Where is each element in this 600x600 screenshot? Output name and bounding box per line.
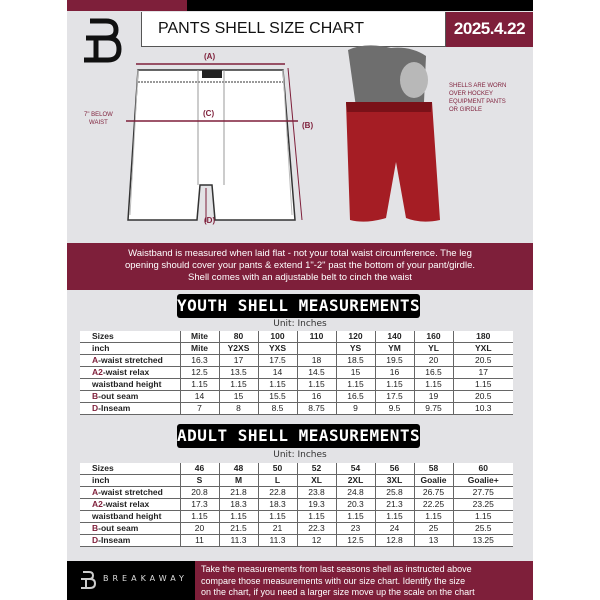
table-cell: 8.75 (297, 403, 336, 415)
footer-instructions (195, 561, 533, 600)
measure-letter: A2 (92, 367, 103, 377)
table-cell: 9.5 (375, 403, 414, 415)
table-row (80, 463, 513, 475)
table-cell: 8.5 (258, 403, 297, 415)
table-cell: Mite (180, 331, 219, 343)
table-cell: 14 (180, 391, 219, 403)
label-a: (A) (204, 52, 216, 61)
table-cell: 1.15 (219, 511, 258, 523)
table-cell: 16 (297, 391, 336, 403)
measure-name: waistband height (92, 379, 162, 389)
table-cell: 20.8 (180, 487, 219, 499)
top-bar (187, 0, 533, 11)
table-cell: 160 (414, 331, 453, 343)
banner-line: opening should cover your pants & extend 1"-2" past the bottom of your pant/girdle. (124, 260, 475, 271)
row-label (80, 499, 180, 511)
table-row (80, 403, 513, 415)
table-cell: 16.5 (336, 391, 375, 403)
table-cell: 21 (258, 523, 297, 535)
table-cell: 20 (180, 523, 219, 535)
measure-name: -waist stretched (98, 487, 163, 497)
measure-letter: A (92, 355, 99, 365)
table-cell: 120 (336, 331, 375, 343)
measure-letter: A2 (92, 499, 103, 509)
measure-letter: A (92, 487, 99, 497)
table-cell: 1.15 (180, 379, 219, 391)
brand-logo (82, 18, 122, 63)
measure-name: inch (92, 475, 110, 485)
date-badge: 2025.4.22 (446, 12, 533, 47)
banner-line: Waistband is measured when laid flat - not your total waist circumference. The leg (128, 248, 472, 259)
table-cell: Goalie+ (453, 475, 513, 487)
row-label (80, 523, 180, 535)
table-row (80, 343, 513, 355)
table-cell: 18.3 (258, 499, 297, 511)
table-cell: 58 (414, 463, 453, 475)
measure-letter: D (92, 403, 99, 413)
table-cell: 12 (297, 535, 336, 547)
measure-letter: B (92, 523, 99, 533)
measure-name: -out seam (98, 391, 139, 401)
measure-name: -waist relax (102, 367, 150, 377)
measure-letter: D (92, 535, 99, 545)
row-label (80, 343, 180, 355)
table-cell: 1.15 (297, 379, 336, 391)
page-title: PANTS SHELL SIZE CHART (141, 12, 446, 47)
table-cell: 19.3 (297, 499, 336, 511)
table-cell: 13 (414, 535, 453, 547)
table-cell: 7 (180, 403, 219, 415)
table-cell: 48 (219, 463, 258, 475)
waistband-info-banner (67, 243, 533, 290)
table-cell: 18.5 (336, 355, 375, 367)
measure-name: -Inseam (98, 403, 131, 413)
row-label (80, 379, 180, 391)
table-cell: S (180, 475, 219, 487)
table-cell: 9.75 (414, 403, 453, 415)
table-cell: M (219, 475, 258, 487)
table-cell: 25 (414, 523, 453, 535)
table-cell: 1.15 (414, 379, 453, 391)
table-cell: 8 (219, 403, 258, 415)
table-cell: 21.5 (219, 523, 258, 535)
measure-name: waistband height (92, 511, 162, 521)
table-cell: Goalie (414, 475, 453, 487)
note-line: 7" BELOW (84, 112, 113, 118)
brand-name: BREAKAWAY (103, 574, 188, 583)
table-cell: 54 (336, 463, 375, 475)
table-cell: 21.8 (219, 487, 258, 499)
table-row (80, 379, 513, 391)
pants-diagram (120, 60, 310, 230)
measure-name: -waist relax (102, 499, 150, 509)
table-row (80, 391, 513, 403)
table-cell: 11 (180, 535, 219, 547)
table-cell: 12.5 (336, 535, 375, 547)
row-label (80, 391, 180, 403)
table-cell: 11.3 (219, 535, 258, 547)
table-cell: 180 (453, 331, 513, 343)
note-line: OVER HOCKEY (449, 91, 494, 97)
table-row (80, 487, 513, 499)
table-cell: 27.75 (453, 487, 513, 499)
table-row (80, 331, 513, 343)
table-cell: 16 (375, 367, 414, 379)
table-cell: 15 (336, 367, 375, 379)
table-cell: 20.3 (336, 499, 375, 511)
row-label (80, 355, 180, 367)
table-cell: 17 (453, 367, 513, 379)
table-cell: 11.3 (258, 535, 297, 547)
table-cell: 52 (297, 463, 336, 475)
table-cell: 1.15 (453, 379, 513, 391)
table-cell: 16.3 (180, 355, 219, 367)
table-cell: 15.5 (258, 391, 297, 403)
row-label (80, 463, 180, 475)
table-row (80, 535, 513, 547)
table-cell: 100 (258, 331, 297, 343)
table-cell: 22.8 (258, 487, 297, 499)
table-cell: 10.3 (453, 403, 513, 415)
table-cell: 18 (297, 355, 336, 367)
table-cell: 12.5 (180, 367, 219, 379)
measure-name: inch (92, 343, 110, 353)
row-label (80, 331, 180, 343)
table-row (80, 475, 513, 487)
table-cell: 1.15 (414, 511, 453, 523)
footer-brand (67, 561, 195, 600)
brand-logo-small (80, 570, 96, 590)
table-cell: 24.8 (336, 487, 375, 499)
table-cell: 2XL (336, 475, 375, 487)
table-cell: 26.75 (414, 487, 453, 499)
table-cell: 16.5 (414, 367, 453, 379)
table-cell: YM (375, 343, 414, 355)
table-cell: 17.3 (180, 499, 219, 511)
table-cell: 20 (414, 355, 453, 367)
adult-size-table (80, 463, 513, 547)
table-cell (297, 343, 336, 355)
row-label (80, 475, 180, 487)
table-row (80, 367, 513, 379)
table-cell: 60 (453, 463, 513, 475)
table-cell: YS (336, 343, 375, 355)
table-cell: 19 (414, 391, 453, 403)
table-cell: 25.5 (453, 523, 513, 535)
row-label (80, 535, 180, 547)
table-cell: 22.25 (414, 499, 453, 511)
adult-unit: Unit: Inches (273, 450, 327, 460)
table-cell: 24 (375, 523, 414, 535)
table-cell: 13.5 (219, 367, 258, 379)
table-cell: 12.8 (375, 535, 414, 547)
table-cell: 1.15 (219, 379, 258, 391)
table-cell: 17.5 (375, 391, 414, 403)
row-label (80, 403, 180, 415)
table-cell: 80 (219, 331, 258, 343)
footer-line: compare those measurements with our size chart. Identify the size (201, 575, 466, 586)
note-line: EQUIPMENT PANTS (449, 99, 506, 105)
youth-unit: Unit: Inches (273, 319, 327, 329)
table-cell: 13.25 (453, 535, 513, 547)
table-cell: YL (414, 343, 453, 355)
table-cell: 1.15 (375, 511, 414, 523)
table-cell: 17.5 (258, 355, 297, 367)
measure-letter: B (92, 391, 99, 401)
measure-name: -out seam (98, 523, 139, 533)
table-cell: 20.5 (453, 391, 513, 403)
table-cell: 46 (180, 463, 219, 475)
table-cell: 50 (258, 463, 297, 475)
label-c: (C) (203, 109, 215, 118)
table-cell: L (258, 475, 297, 487)
table-cell: Mite (180, 343, 219, 355)
table-cell: 110 (297, 331, 336, 343)
pants-shell-photo (336, 42, 446, 227)
footer-line: on the chart, if you need a larger size move up the scale on the chart (201, 587, 475, 597)
table-cell: 19.5 (375, 355, 414, 367)
table-cell: 1.15 (375, 379, 414, 391)
table-cell: 14 (258, 367, 297, 379)
table-cell: 20.5 (453, 355, 513, 367)
measure-name: -Inseam (98, 535, 131, 545)
table-cell: 14.5 (297, 367, 336, 379)
banner-line: Shell comes with an adjustable belt to cinch the waist (188, 272, 412, 283)
table-cell: 1.15 (336, 511, 375, 523)
table-row (80, 499, 513, 511)
label-d: (D) (204, 216, 216, 225)
table-cell: 3XL (375, 475, 414, 487)
table-row (80, 523, 513, 535)
youth-section-title: YOUTH SHELL MEASUREMENTS (177, 294, 420, 318)
top-bar-accent (67, 0, 187, 11)
table-cell: 56 (375, 463, 414, 475)
table-cell: 17 (219, 355, 258, 367)
measure-name: -waist stretched (98, 355, 163, 365)
row-label (80, 487, 180, 499)
footer-line: Take the measurements from last seasons shell as instructed above (201, 564, 472, 574)
table-cell: YXL (453, 343, 513, 355)
table-cell: 25.8 (375, 487, 414, 499)
row-label (80, 511, 180, 523)
table-cell: 22.3 (297, 523, 336, 535)
worn-note (449, 82, 506, 114)
table-row (80, 355, 513, 367)
adult-section-title: ADULT SHELL MEASUREMENTS (177, 424, 420, 448)
table-cell: 140 (375, 331, 414, 343)
table-cell: 23.25 (453, 499, 513, 511)
measure-name: Sizes (92, 331, 114, 341)
table-cell: 23 (336, 523, 375, 535)
note-line: WAIST (89, 120, 108, 126)
table-cell: 23.8 (297, 487, 336, 499)
row-label (80, 367, 180, 379)
table-cell: Y2XS (219, 343, 258, 355)
table-cell: 1.15 (336, 379, 375, 391)
label-b: (B) (302, 121, 314, 130)
table-cell: 1.15 (297, 511, 336, 523)
table-cell: YXS (258, 343, 297, 355)
table-row (80, 511, 513, 523)
note-line: SHELLS ARE WORN (449, 83, 507, 89)
table-cell: 1.15 (258, 511, 297, 523)
note-line: OR GIRDLE (449, 107, 483, 113)
table-cell: 1.15 (453, 511, 513, 523)
table-cell: 15 (219, 391, 258, 403)
table-cell: 1.15 (258, 379, 297, 391)
table-cell: 18.3 (219, 499, 258, 511)
table-cell: XL (297, 475, 336, 487)
below-waist-note (84, 111, 113, 127)
youth-size-table (80, 331, 513, 415)
table-cell: 9 (336, 403, 375, 415)
table-cell: 1.15 (180, 511, 219, 523)
measure-name: Sizes (92, 463, 114, 473)
table-cell: 21.3 (375, 499, 414, 511)
